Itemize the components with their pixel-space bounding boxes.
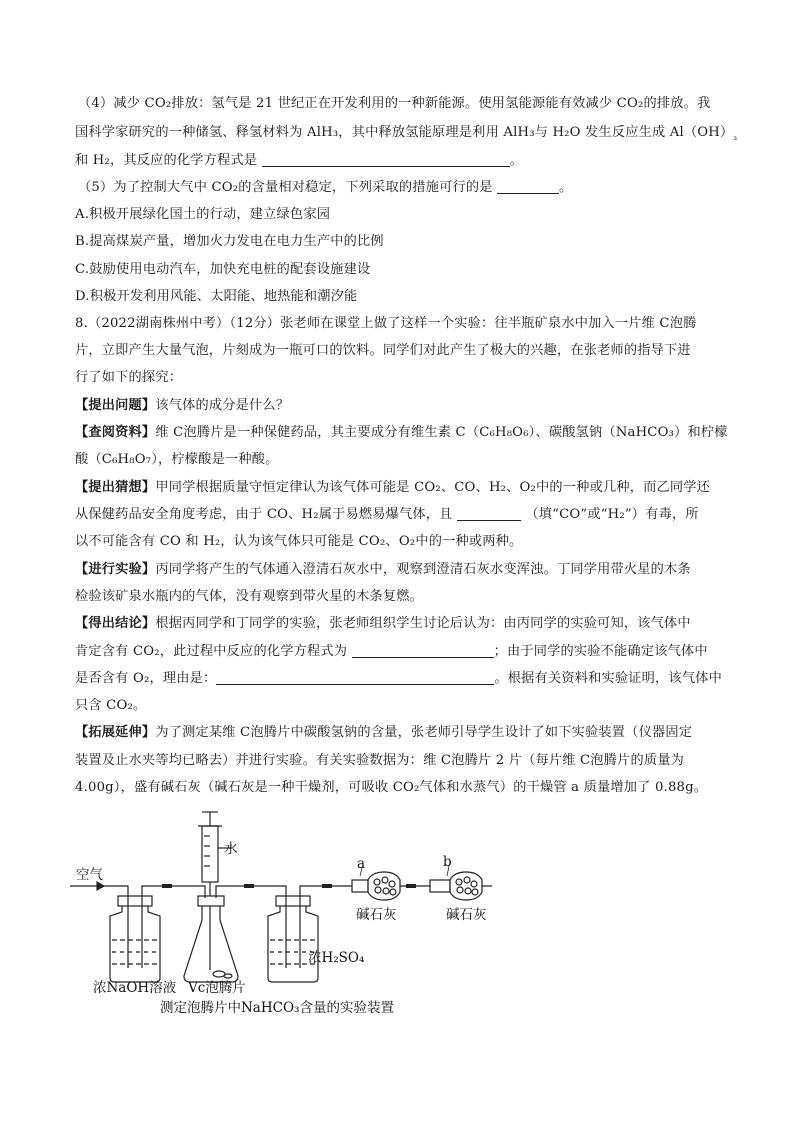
q8-concl-4: 只含 CO₂。 — [75, 698, 147, 713]
q8-info-2: 酸（C₆H₈O₇），柠檬酸是一种酸。 — [75, 452, 279, 467]
sulfuric-acid-bottle — [268, 886, 352, 982]
q8-exp-1: 【进行实验】丙同学将产生的气体通入澄清石灰水中，观察到澄清石灰水变浑浊。丁同学用带火星的木条 — [75, 562, 691, 577]
h2so4-label: 浓H₂SO₄ — [308, 950, 365, 966]
q5-option-d: D.积极开发利用风能、太阳能、地热能和潮汐能 — [75, 289, 358, 304]
q8-intro-3: 行了如下的探究： — [75, 370, 183, 385]
q8-ext-1: 【拓展延伸】为了测定某维 C泡腾片中碳酸氢钠的含量，张老师引导学生设计了如下实验装置（仪器固定 — [75, 725, 693, 740]
air-label: 空气 — [76, 867, 103, 883]
soda-lime-b-label: 碱石灰 — [446, 907, 487, 923]
q8-guess-3: 以不可能含有 CO 和 H₂，认为该气体只可能是 CO₂、O₂中的一种或两种。 — [75, 534, 523, 549]
air-arrow-head — [97, 882, 104, 890]
q4-line-1: （4）减少 CO₂排放：氢气是 21 世纪正在开发利用的一种新能源。使用氢能源能有效减少 CO₂的排放。我 — [78, 96, 711, 111]
soda-lime-a-label: 碱石灰 — [356, 907, 397, 923]
q5-stem: （5）为了控制大气中 CO₂的含量相对稳定，下列采取的措施可行的是 。 — [78, 180, 573, 195]
tube-b-label: b — [443, 854, 452, 870]
q8-intro-2: 片，立即产生大量气泡，片刻成为一瓶可口的饮料。同学们对此产生了极大的兴趣，在张老师的指导下进 — [75, 343, 691, 358]
q8-info-1: 【查阅资料】维 C泡腾片是一种保健药品，其主要成分有维生素 C（C₆H₈O₆）、碳酸氢钠（NaHCO₃）和柠檬 — [75, 425, 728, 440]
water-label: 水 — [224, 841, 238, 857]
q5-option-b: B.提高煤炭产量，增加火力发电在电力生产中的比例 — [75, 234, 384, 249]
q8-ext-3: 4.00g），盛有碱石灰（碱石灰是一种干燥剂，可吸收 CO₂气体和水蒸气）的干燥管 a 质量增加了 0.88g。 — [75, 780, 708, 795]
q8-concl-1: 【得出结论】根据丙同学和丁同学的实验，张老师组织学生讨论后认为：由丙同学的实验可知，该气体中 — [75, 616, 691, 631]
q4-line-2: 国科学家研究的一种储氢、释氢材料为 AlH₃，其中释放氢能原理是利用 AlH₃与 H₂O 发生反应生成 $Al(OH)_{_3}$ — [75, 125, 738, 143]
figure-caption: 测定泡腾片中NaHCO₃含量的实验装置 — [160, 1000, 394, 1016]
q8-guess-2: 从保健药品安全角度考虑，由于 CO、H₂属于易燃易爆气体，且 （填“CO”或“H₂”）有毒，所 — [75, 507, 699, 522]
q8-concl-2: 肯定含有 CO₂，此过程中反应的化学方程式为 ；由于同学的实验不能确定该气体中 — [75, 644, 708, 659]
q8-intro-1: 8.（2022湖南株州中考）（12分）张老师在课堂上做了这样一个实验：往半瓶矿泉水中加入一片维 C泡腾 — [75, 316, 697, 331]
naoh-label: 浓NaOH溶液 — [93, 980, 177, 996]
vc-label: Vc泡腾片 — [188, 980, 246, 996]
drying-tube-a — [352, 868, 430, 900]
drying-tube-b — [430, 866, 492, 900]
tube-a-label: a — [357, 856, 366, 872]
naoh-bottle — [104, 886, 183, 982]
q8-concl-3: 是否含有 O₂，理由是： 。根据有关资料和实验证明，该气体中 — [75, 671, 722, 686]
q8-exp-2: 检验该矿泉水瓶内的气体，没有观察到带火星的木条复燃。 — [75, 589, 424, 604]
q8-question: 【提出问题】该气体的成分是什么？ — [75, 398, 290, 413]
q5-option-c: C.鼓励使用电动汽车，加快充电桩的配套设施建设 — [75, 262, 371, 277]
q8-guess-1: 【提出猜想】甲同学根据质量守恒定律认为该气体可能是 CO₂、CO、H₂、O₂中的一种或几种，而乙同学还 — [75, 480, 711, 495]
q5-option-a: A.积极开展绿化国土的行动，建立绿色家园 — [75, 207, 331, 222]
q8-ext-2: 装置及止水夹等均已略去）并进行实验。有关实验数据为：维 C泡腾片 2 片（每片维 C泡腾片的质量为 — [75, 753, 685, 768]
q4-line-3: 和 H₂，其反应的化学方程式是 。 — [75, 153, 524, 168]
conical-flask — [183, 886, 272, 982]
